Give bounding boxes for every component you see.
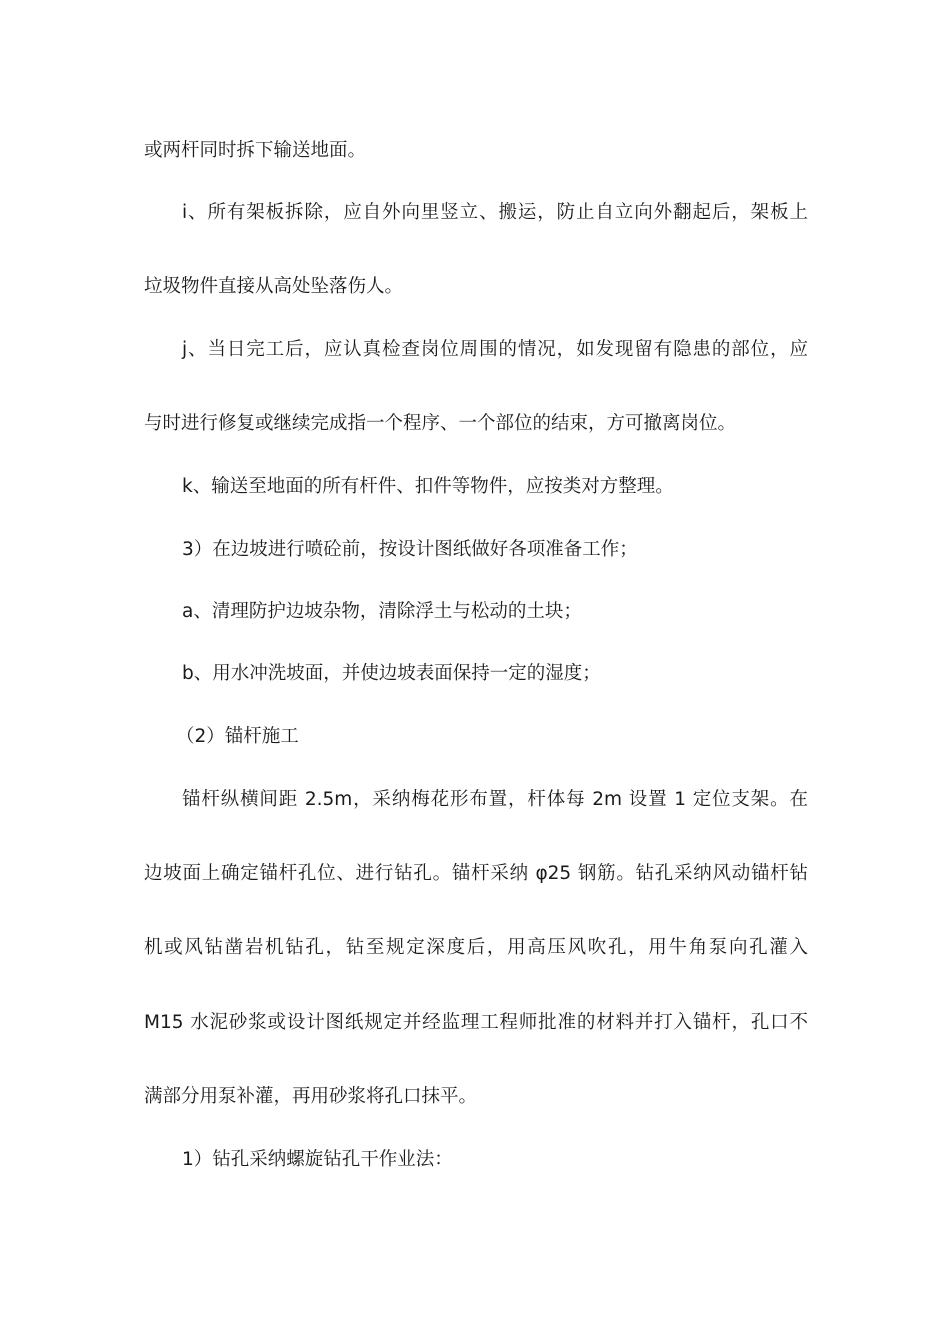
paragraph-line: a、清理防护边坡杂物，清除浮土与松动的土块； xyxy=(182,601,582,622)
paragraph-line: 1）钻孔采纳螺旋钻孔干作业法： xyxy=(182,1149,453,1170)
paragraph-line: j、当日完工后，应认真检查岗位周围的情况，如发现留有隐患的部位，应 xyxy=(182,339,808,360)
paragraph-line: 或两杆同时拆下输送地面。 xyxy=(144,140,367,161)
paragraph-line: 机或风钻凿岩机钻孔，钻至规定深度后，用高压风吹孔，用牛角泵向孔灌入 xyxy=(144,937,808,958)
paragraph-line: 锚杆纵横间距 2.5m，采纳梅花形布置，杆体每 2m 设置 1 定位支架。在 xyxy=(182,789,808,810)
paragraph-line: 边坡面上确定锚杆孔位、进行钻孔。锚杆采纳 φ25 钢筋。钻孔采纳风动锚杆钻 xyxy=(144,863,808,884)
paragraph-line: 与时进行修复或继续完成指一个程序、一个部位的结束，方可撤离岗位。 xyxy=(144,413,737,434)
paragraph-line: 满部分用泵补灌，再用砂浆将孔口抹平。 xyxy=(144,1086,478,1107)
paragraph-line: i、所有架板拆除，应自外向里竖立、搬运，防止自立向外翻起后，架板上 xyxy=(182,202,808,223)
paragraph-line: M15 水泥砂浆或设计图纸规定并经监理工程师批准的材料并打入锚杆，孔口不 xyxy=(144,1012,808,1033)
paragraph-line: 3）在边坡进行喷砼前，按设计图纸做好各项准备工作； xyxy=(182,539,638,560)
paragraph-line: 垃圾物件直接从高处坠落伤人。 xyxy=(144,276,404,297)
paragraph-line: b、用水冲洗坡面，并使边坡表面保持一定的湿度； xyxy=(182,663,601,684)
paragraph-line: k、输送至地面的所有杆件、扣件等物件，应按类对方整理。 xyxy=(182,476,674,497)
section-heading: （2）锚杆施工 xyxy=(176,726,299,747)
